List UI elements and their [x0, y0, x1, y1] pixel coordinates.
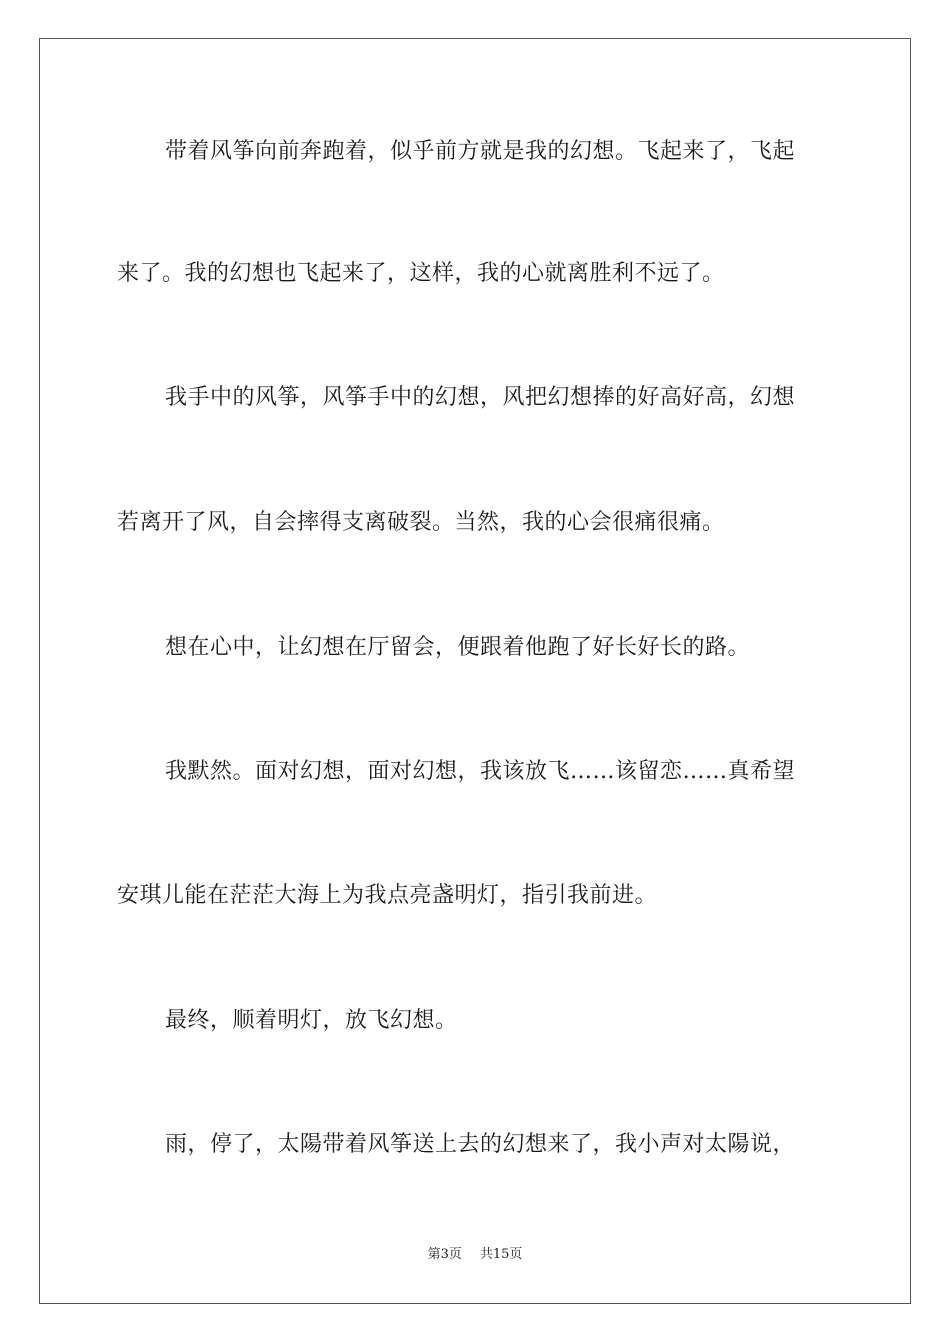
page-number: 第3页: [427, 1247, 462, 1262]
paragraph-line-1: 带着风筝向前奔跑着，似乎前方就是我的幻想。飞起来了，飞起: [165, 139, 796, 164]
paragraph-line-4: 若离开了风，自会摔得支离破裂。当然，我的心会很痛很痛。: [117, 510, 725, 535]
paragraph-line-3: 我手中的风筝，风筝手中的幻想，风把幻想捧的好高好高，幻想: [165, 385, 796, 410]
paragraph-line-9: 雨，停了，太陽带着风筝送上去的幻想来了，我小声对太陽说，: [165, 1132, 796, 1157]
paragraph-line-7: 安琪儿能在茫茫大海上为我点亮盏明灯，指引我前进。: [117, 883, 658, 908]
page-total: 共15页: [479, 1247, 523, 1262]
paragraph-line-8: 最终，顺着明灯，放飞幻想。: [165, 1008, 458, 1033]
page-footer: [0, 1246, 950, 1264]
paragraph-line-2: 来了。我的幻想也飞起来了，这样，我的心就离胜利不远了。: [117, 261, 725, 286]
paragraph-line-5: 想在心中，让幻想在厅留会，便跟着他跑了好长好长的路。: [165, 635, 751, 660]
paragraph-line-6: 我默然。面对幻想，面对幻想，我该放飞……该留恋……真希望: [165, 759, 796, 784]
page-border: [39, 38, 911, 1304]
